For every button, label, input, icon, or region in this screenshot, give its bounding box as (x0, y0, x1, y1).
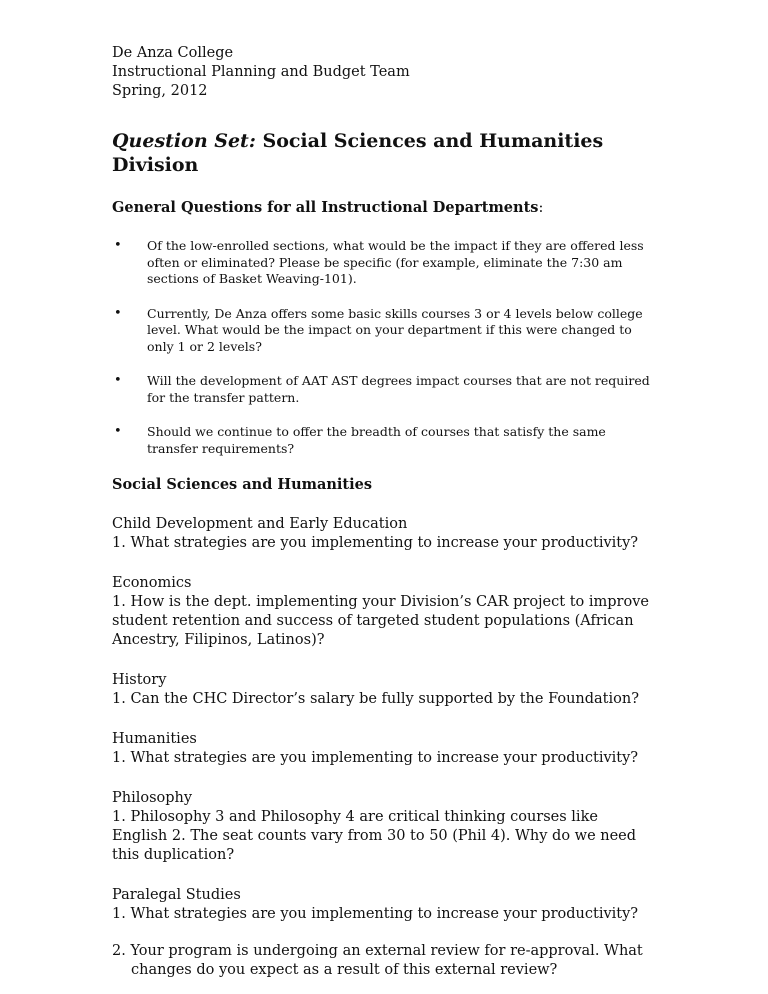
page-title (112, 129, 656, 177)
title-rest: Social Sciences and Humanities Division (112, 130, 604, 176)
bullet-icon: • (114, 305, 122, 321)
department-name: Economics (112, 575, 192, 591)
department-question: 1. What strategies are you implementing to increase your productivity? (112, 535, 639, 551)
department-name: Child Development and Early Education (112, 516, 408, 532)
bullet-icon: • (114, 238, 122, 253)
term: Spring, 2012 (112, 83, 208, 99)
department-block (112, 671, 656, 709)
list-item (112, 373, 656, 406)
department-question: 1. What strategies are you implementing to increase your productivity? (112, 906, 639, 922)
general-question-text: Currently, De Anza offers some basic skills courses 3 or 4 levels below college level. What would be the impact on your department if this were changed to only 1 or 2 levels? (147, 305, 643, 354)
bullet-icon: • (114, 373, 122, 388)
general-question-text: Of the low-enrolled sections, what would be the impact if they are offered less often or eliminated? Please be specific (for example, eliminate the 7:30 am sections of Basket Weaving-101). (147, 238, 644, 286)
department-name: History (112, 672, 167, 688)
department-name: Humanities (112, 731, 197, 747)
department-question: 1. Can the CHC Director’s salary be fully supported by the Foundation? (112, 691, 639, 707)
title-prefix: Question Set: (112, 130, 256, 152)
bullet-icon: • (114, 424, 122, 439)
general-heading-colon: : (538, 200, 544, 216)
list-item (112, 238, 656, 288)
list-item (112, 306, 656, 356)
general-question-text: Should we continue to offer the breadth of courses that satisfy the same transfer requirements? (147, 424, 606, 456)
general-question-text: Will the development of AAT AST degrees impact courses that are not required for the transfer pattern. (147, 373, 650, 405)
section-heading: Social Sciences and Humanities (112, 476, 373, 493)
department-block (112, 730, 656, 768)
department-block (112, 515, 656, 553)
department-block (112, 574, 656, 650)
department-question: 1. Philosophy 3 and Philosophy 4 are critical thinking courses like English 2. The seat counts vary from 30 to 50 (Phil 4). Why do we need this duplication? (112, 809, 637, 863)
document-header (112, 44, 656, 101)
department-block (112, 886, 656, 980)
college-name: De Anza College (112, 45, 234, 61)
department-question: 1. What strategies are you implementing to increase your productivity? (112, 750, 639, 766)
department-question: 1. How is the dept. implementing your Division’s CAR project to improve student retention and success of targeted student populations (African Ancestry, Filipinos, Latinos)? (112, 594, 649, 648)
general-questions-list (112, 238, 656, 457)
department-name: Paralegal Studies (112, 887, 241, 903)
team-name: Instructional Planning and Budget Team (112, 64, 410, 80)
general-heading-text: General Questions for all Instructional Departments (112, 199, 539, 216)
department-name: Philosophy (112, 790, 193, 806)
general-questions-heading (112, 198, 656, 218)
department-question: 2. Your program is undergoing an external review for re-approval. What changes do you expect as a result of this external review? (112, 943, 643, 978)
list-item (112, 424, 656, 457)
department-block (112, 789, 656, 865)
